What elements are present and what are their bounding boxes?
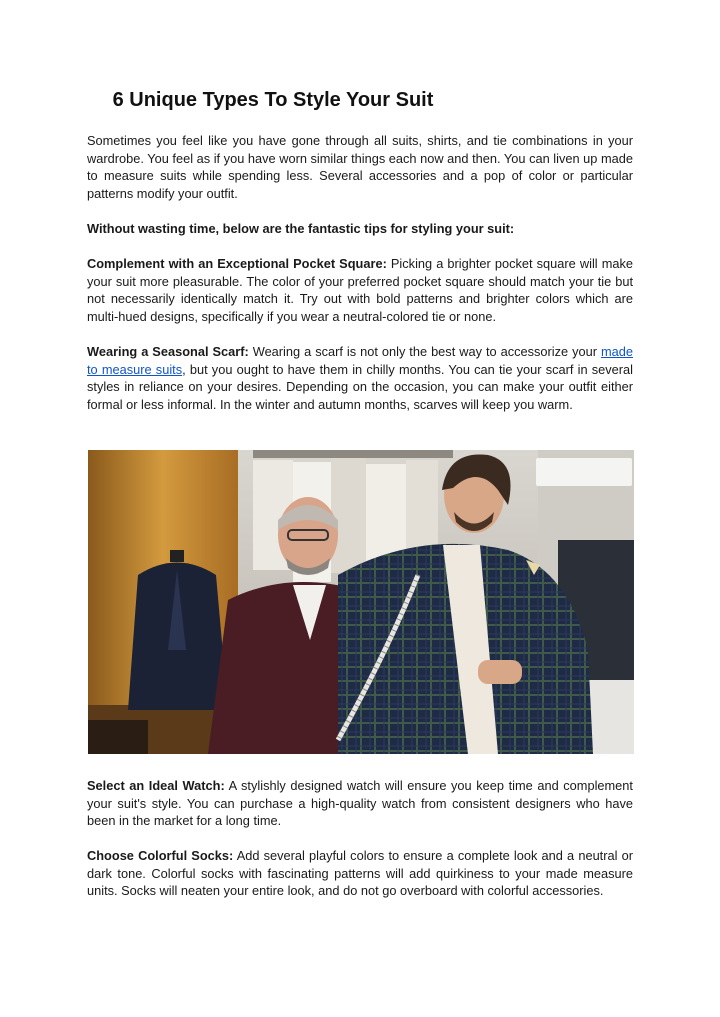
tip-heading: Select an Ideal Watch: (87, 778, 225, 793)
lead-in-text: Without wasting time, below are the fantastic tips for styling your suit: (87, 221, 515, 236)
tip-scarf (87, 343, 633, 414)
air-conditioner (536, 458, 632, 486)
made-to-measure-link[interactable]: made to measure suits (87, 344, 634, 377)
tip-heading: Choose Colorful Socks: (87, 848, 234, 863)
tip-text: Wearing a scarf is not only the best way to accessorize your (248, 344, 601, 359)
tip-heading: Wearing a Seasonal Scarf: (87, 344, 249, 359)
page-title: 6 Unique Types To Style Your Suit (112, 89, 434, 111)
tip-watch (87, 777, 633, 830)
intro-paragraph: Sometimes you feel like you have gone through all suits, shirts, and tie combinations in your wardrobe. You feel as if you have worn similar things each now and then. You can liven up made to measure suits while spending less. Several accessories and a pop of color or particular patterns modify your outfit. (87, 133, 633, 202)
tailor-fitting-photo (88, 450, 634, 754)
tip-pocket-square (87, 255, 633, 326)
tip-text: A stylishly designed watch will ensure you keep time and complement your suit's style. You can purchase a high-quality watch from consistent designers who have been in the market for a long time. (87, 778, 633, 829)
tip-text: Picking a brighter pocket square will make your suit more pleasurable. The color of your preferred pocket square should match your tie but not necessarily identically match it. Try out with bold patterns and brighter colors which are multi-hued designs, specifically if you wear a neutral-colored tie or none. (87, 256, 633, 325)
tip-text: Add several playful colors to ensure a complete look and a neutral or dark tone. Colorful socks with fascinating patterns will add quirkiness to your made measure units. Socks will neaten your entire look, and do not go overboard with colorful accessories. (87, 848, 633, 899)
tip-socks (87, 847, 633, 900)
tip-heading: Complement with an Exceptional Pocket Square: (87, 256, 387, 271)
tip-text: , but you ought to have them in chilly months. You can tie your scarf in several styles in reliance on your desires. Depending on the occasion, you can make your outfit either formal or less informal. In the winter and autumn months, scarves will keep you warm. (87, 361, 634, 413)
photo-illustration (88, 450, 634, 754)
lead-in-paragraph (87, 220, 633, 238)
